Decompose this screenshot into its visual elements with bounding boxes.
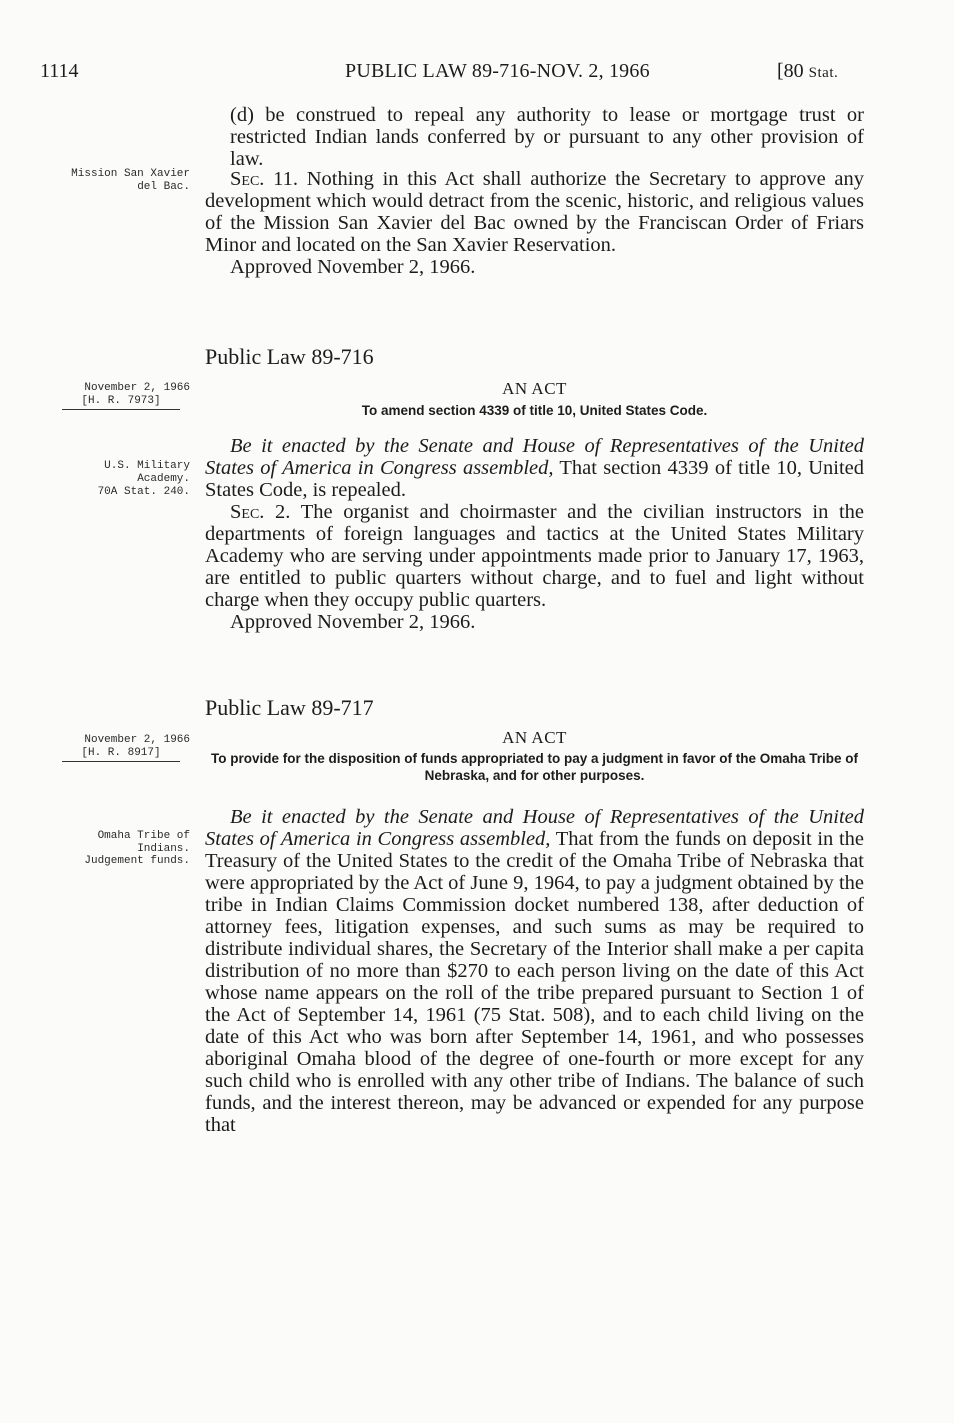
law-716-enact-rest: That section 4339 of title 10, United States Code, is repealed.: [205, 457, 864, 501]
law-717-margin-judgement: Judgement funds.: [84, 855, 190, 867]
law-716-margin-stat: 70A Stat. 240.: [97, 486, 190, 498]
law-716-enacting-clause: [205, 435, 864, 501]
law-717-title: Public Law 89-717: [205, 695, 374, 720]
law-717-date-note: November 2, 1966: [84, 734, 190, 746]
law-716-body: [205, 435, 864, 633]
law-717-enacting-clause: [205, 806, 864, 1136]
running-title: PUBLIC LAW 89-716-NOV. 2, 1966: [345, 60, 650, 82]
law-717-purpose: To provide for the disposition of funds appropriated to pay a judgment in favor of the Omaha Tribe of Nebraska, and for other purposes.: [210, 751, 859, 783]
volume-citation: [777, 60, 838, 83]
section-d: [205, 104, 864, 170]
law-717-act-label: AN ACT: [502, 728, 567, 747]
approved-line-2: Approved November 2, 1966.: [230, 611, 476, 633]
section-11: [205, 168, 864, 278]
margin-note-mission: Mission San Xavier del Bac.: [71, 168, 190, 193]
law-716-purpose: To amend section 4339 of title 10, United States Code.: [361, 403, 708, 418]
law-717-enact-rest: That from the funds on deposit in the Treasury of the United States to the credit of the Omaha Tribe of Nebraska that were appropriated by the Act of June 9, 1964, to pay a judgment obtained by the tribe in Indian Claims Commission docket numbered 138, after deduction of attorney fees, litigation expenses, and such sums as may be required to distribute individual shares, the Secretary of the Interior shall make a per capita distribution of no more than $270 to each person living on the date of this Act whose name appears on the roll of the tribe prepared pursuant to Section 1 of the Act of September 14, 1961 (75 Stat. 508), and to each child living on the date of this Act who was born after September 14, 1961, and who possesses aboriginal Omaha blood of the degree of one-fourth or more except for any such child who is enrolled with any other tribe of Indians. The balance of such funds, and the interest thereon, may be advanced or expended for any purpose that: [205, 828, 864, 1136]
volume-abbrev: Stat.: [808, 65, 839, 81]
section-11-label: Sec. 11.: [230, 168, 298, 190]
law-717-body: [205, 806, 864, 1136]
section-11-text: [205, 168, 864, 256]
law-716-sec-2-body: The organist and choirmaster and the civilian instructors in the departments of foreign languages and tactics at the United States Military Academy who are serving under appointments made prior to January 17, 1963, are entitled to public quarters without charge, and to fuel and light without charge when they occupy public quarters.: [205, 501, 864, 611]
law-716-sec-2-label: Sec. 2.: [230, 501, 291, 523]
section-d-text: (d) be construed to repeal any authority to lease or mortgage trust or restricted Indian lands conferred by or pursuant to any other provision of law.: [230, 104, 864, 170]
law-716-bill-note: [H. R. 7973]: [62, 395, 180, 410]
law-716-sec-2: [205, 501, 864, 611]
law-717-margin-omaha: Omaha Tribe of Indians.: [97, 830, 190, 855]
law-716-enact-italic: Be it enacted by the Senate and House of Representatives of the United States of America in Congress assembled,: [205, 435, 864, 479]
law-717-enact-italic: Be it enacted by the Senate and House of Representatives of the United States of America in Congress assembled,: [205, 806, 864, 850]
law-716-title: Public Law 89-716: [205, 344, 374, 369]
law-717-bill-note: [H. R. 8917]: [62, 747, 180, 762]
volume-number: [80: [777, 60, 809, 82]
law-716-act-label: AN ACT: [502, 379, 567, 398]
section-11-body: Nothing in this Act shall authorize the Secretary to approve any development which would detract from the scenic, historic, and religious values of the Mission San Xavier del Bac owned by the Franciscan Order of Friars Minor and located on the San Xavier Reservation.: [205, 168, 865, 256]
law-716-margin-academy: U.S. Military Academy.: [104, 460, 190, 485]
law-716-date-note: November 2, 1966: [84, 382, 190, 394]
approved-line-1: Approved November 2, 1966.: [230, 256, 476, 278]
page-number: 1114: [40, 60, 79, 82]
